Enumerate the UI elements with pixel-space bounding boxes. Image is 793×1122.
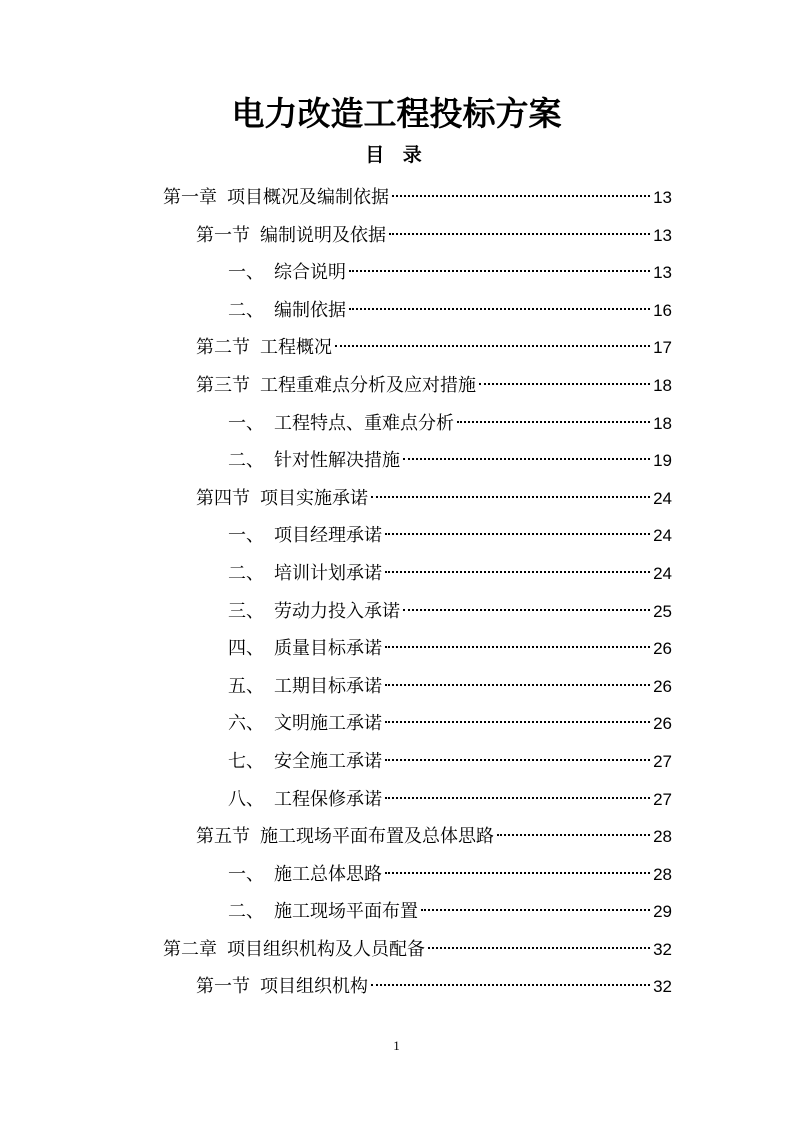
toc-dot-leader — [421, 909, 650, 911]
toc-entry-title: 质量目标承诺 — [274, 638, 382, 660]
toc-entry-number: 二、 — [228, 901, 264, 923]
toc-entry-page: 28 — [653, 827, 672, 847]
toc-entry[interactable] — [0, 743, 793, 781]
toc-dot-leader — [385, 571, 650, 573]
toc-entry-number: 第一节 — [196, 224, 250, 246]
toc-entry-number: 七、 — [228, 750, 264, 772]
toc-entry-number: 第三节 — [196, 374, 250, 396]
toc-entry-title: 工程特点、重难点分析 — [274, 412, 454, 434]
toc-entry-page: 24 — [653, 563, 672, 583]
toc-dot-leader — [335, 345, 650, 347]
toc-entry-page: 24 — [653, 488, 672, 508]
toc-entry-title: 编制依据 — [274, 299, 346, 321]
toc-entry-title: 工程概况 — [260, 337, 332, 359]
toc-entry-title: 工程重难点分析及应对措施 — [260, 374, 476, 396]
toc-entry-title: 针对性解决措施 — [274, 450, 400, 472]
toc-entry[interactable] — [0, 442, 793, 480]
page-number: 1 — [393, 1038, 400, 1053]
toc-dot-leader — [428, 947, 650, 949]
toc-entry-number: 第二章 — [163, 938, 217, 960]
toc-dot-leader — [385, 684, 650, 686]
toc-entry-title: 劳动力投入承诺 — [274, 600, 400, 622]
toc-entry-number: 一、 — [228, 863, 264, 885]
toc-entry-title: 项目组织机构及人员配备 — [227, 938, 425, 960]
toc-entry-number: 八、 — [228, 788, 264, 810]
toc-entry-title: 培训计划承诺 — [274, 562, 382, 584]
toc-entry-title: 工期目标承诺 — [274, 675, 382, 697]
toc-entry[interactable] — [0, 254, 793, 292]
toc-dot-leader — [349, 308, 650, 310]
toc-dot-leader — [389, 233, 650, 235]
toc-entry[interactable] — [0, 705, 793, 743]
toc-dot-leader — [403, 458, 650, 460]
toc-dot-leader — [479, 383, 650, 385]
toc-entry-page: 24 — [653, 526, 672, 546]
toc-entry-title: 施工现场平面布置 — [274, 901, 418, 923]
toc-dot-leader — [371, 984, 650, 986]
toc-entry[interactable] — [0, 329, 793, 367]
toc-entry-page: 26 — [653, 676, 672, 696]
toc-entry-number: 第五节 — [196, 826, 250, 848]
toc-entry-page: 26 — [653, 714, 672, 734]
toc-dot-leader — [385, 533, 650, 535]
toc-entry[interactable] — [0, 931, 793, 969]
toc-dot-leader — [349, 270, 650, 272]
toc-entry-title: 安全施工承诺 — [274, 750, 382, 772]
toc-entry-title: 工程保修承诺 — [274, 788, 382, 810]
toc-entry-number: 一、 — [228, 525, 264, 547]
toc-entry-page: 16 — [653, 300, 672, 320]
toc-entry[interactable] — [0, 856, 793, 894]
toc-entry-number: 二、 — [228, 562, 264, 584]
toc-entry-number: 第一章 — [163, 187, 217, 208]
toc-entry-number: 第四节 — [196, 487, 250, 509]
toc-dot-leader — [385, 646, 650, 648]
toc-entry-number: 六、 — [228, 713, 264, 735]
toc-entry[interactable] — [0, 555, 793, 593]
toc-entry-number: 第二节 — [196, 337, 250, 359]
toc-entry-page: 27 — [653, 789, 672, 809]
document-title: 电力改造工程投标方案 — [231, 94, 562, 133]
toc-entry-title: 文明施工承诺 — [274, 713, 382, 735]
toc-heading: 目 录 — [365, 144, 428, 166]
toc-entry-page: 28 — [653, 864, 672, 884]
toc-entry-page: 19 — [653, 451, 672, 471]
toc-entry[interactable] — [0, 968, 793, 1006]
toc-entry-title: 施工总体思路 — [274, 863, 382, 885]
toc-dot-leader — [385, 759, 650, 761]
toc-entry-title: 编制说明及依据 — [260, 224, 386, 246]
toc-entry-title: 项目经理承诺 — [274, 525, 382, 547]
toc-entry-page: 27 — [653, 751, 672, 771]
toc-entry[interactable] — [0, 893, 793, 931]
toc-entry[interactable] — [0, 367, 793, 405]
toc-entry[interactable] — [0, 480, 793, 518]
toc-entry[interactable] — [0, 668, 793, 706]
toc-dot-leader — [497, 834, 650, 836]
toc-entry[interactable] — [0, 217, 793, 255]
toc-dot-leader — [403, 609, 650, 611]
toc-entry-number: 一、 — [228, 412, 264, 434]
table-of-contents — [0, 179, 793, 1006]
toc-entry-page: 13 — [653, 263, 672, 283]
toc-dot-leader — [392, 195, 650, 197]
toc-entry-page: 29 — [653, 902, 672, 922]
toc-dot-leader — [457, 421, 650, 423]
toc-entry[interactable] — [0, 818, 793, 856]
toc-entry-page: 26 — [653, 639, 672, 659]
toc-entry[interactable] — [0, 179, 793, 217]
toc-dot-leader — [385, 721, 650, 723]
toc-entry-title: 施工现场平面布置及总体思路 — [260, 826, 494, 848]
toc-entry-number: 四、 — [228, 638, 264, 660]
toc-dot-leader — [385, 797, 650, 799]
toc-entry-title: 项目实施承诺 — [260, 487, 368, 509]
toc-entry[interactable] — [0, 405, 793, 443]
toc-entry[interactable] — [0, 781, 793, 819]
toc-entry-number: 二、 — [228, 450, 264, 472]
toc-dot-leader — [371, 496, 650, 498]
toc-entry[interactable] — [0, 292, 793, 330]
toc-entry-number: 二、 — [228, 299, 264, 321]
toc-entry-page: 25 — [653, 601, 672, 621]
toc-entry-number: 五、 — [228, 675, 264, 697]
toc-entry-title: 项目概况及编制依据 — [227, 187, 389, 208]
toc-entry-page: 32 — [653, 977, 672, 997]
toc-entry-page: 32 — [653, 939, 672, 959]
toc-entry-title: 项目组织机构 — [260, 976, 368, 998]
toc-entry-number: 第一节 — [196, 976, 250, 998]
toc-entry-page: 13 — [653, 188, 672, 207]
toc-dot-leader — [385, 872, 650, 874]
toc-entry-page: 13 — [653, 225, 672, 245]
toc-entry-number: 三、 — [228, 600, 264, 622]
toc-entry-page: 18 — [653, 375, 672, 395]
toc-entry-title: 综合说明 — [274, 262, 346, 284]
toc-entry[interactable] — [0, 593, 793, 631]
toc-entry[interactable] — [0, 517, 793, 555]
toc-entry-number: 一、 — [228, 262, 264, 284]
toc-entry-page: 18 — [653, 413, 672, 433]
toc-entry[interactable] — [0, 630, 793, 668]
toc-entry-page: 17 — [653, 338, 672, 358]
